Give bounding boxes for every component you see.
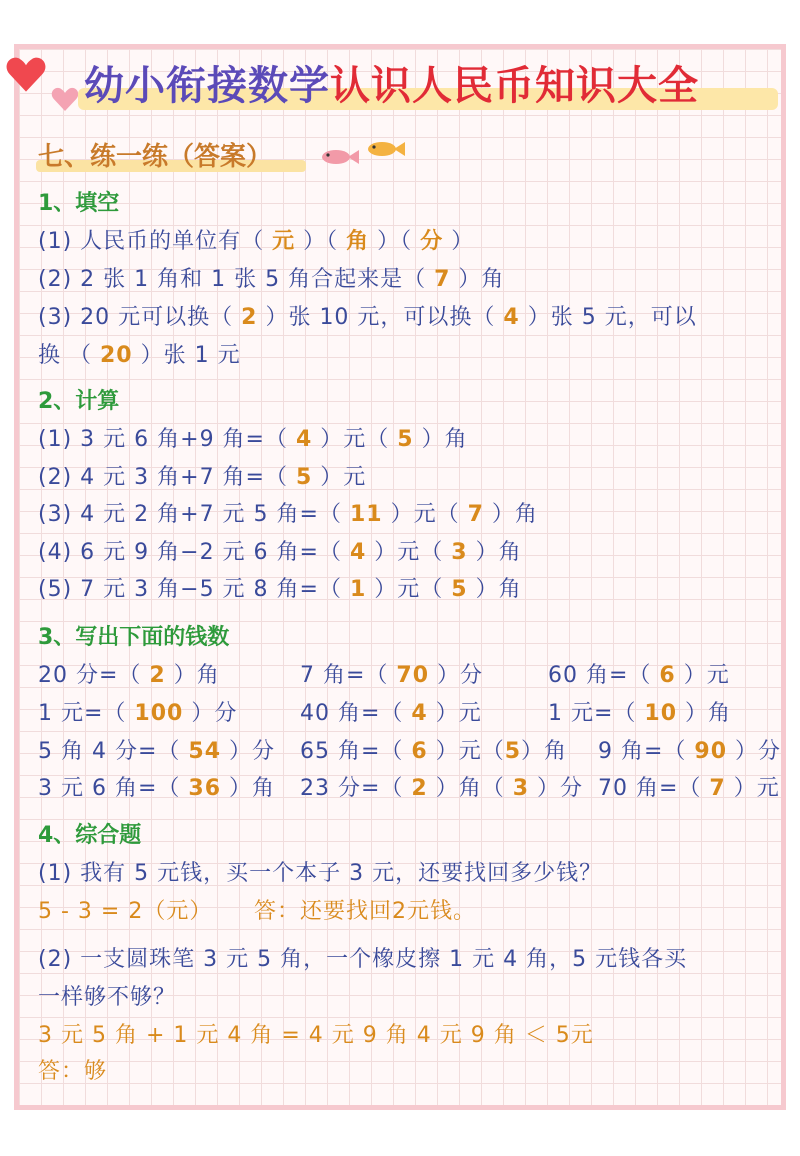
section-title-fill: 1、填空 <box>38 191 120 216</box>
heart-icon <box>50 84 80 114</box>
question-line: (5) 7 元 3 角−5 元 8 角=（ 1 ）元（ 5 ）角 <box>38 577 522 602</box>
section-title-calc: 2、计算 <box>38 389 120 414</box>
question-line: (1) 我有 5 元钱，买一个本子 3 元，还要找回多少钱？ <box>38 861 603 886</box>
question-line: (2) 2 张 1 角和 1 张 5 角合起来是（ 7 ）角 <box>38 267 505 292</box>
answer-item: 9 角=（ 90 ）分 <box>598 739 782 764</box>
fish-icon <box>364 138 406 160</box>
fish-icon <box>318 146 360 168</box>
question-line: (1) 人民币的单位有（ 元 ）（ 角 ）（ 分 ） <box>38 229 475 254</box>
question-line: 一样够不够？ <box>38 985 177 1010</box>
answer-item: 60 角=（ 6 ）元 <box>548 663 730 688</box>
question-line: 换 （ 20 ）张 1 元 <box>38 343 241 368</box>
question-line: (1) 3 元 6 角+9 角=（ 4 ）元（ 5 ）角 <box>38 427 468 452</box>
answer-item: 1 元=（ 10 ）角 <box>548 701 732 726</box>
heart-icon <box>4 52 48 96</box>
question-line: (3) 4 元 2 角+7 元 5 角=（ 11 ）元（ 7 ）角 <box>38 502 538 527</box>
answer-item: 40 角=（ 4 ）元 <box>300 701 482 726</box>
question-line: (3) 20 元可以换（ 2 ）张 10 元，可以换（ 4 ）张 5 元，可以 <box>38 305 697 330</box>
answer-line: 答：够 <box>38 1059 108 1084</box>
section-title-money: 3、写出下面的钱数 <box>38 625 230 650</box>
section-title-combined: 4、综合题 <box>38 823 142 848</box>
page-title <box>84 54 699 111</box>
answer-item: 70 角=（ 7 ）元 <box>598 776 780 801</box>
question-line: (2) 4 元 3 角+7 角=（ 5 ）元 <box>38 465 367 490</box>
answer-item: 23 分=（ 2 ）角（ 3 ）分 <box>300 776 584 801</box>
formula-line: 5 - 3 = 2（元） <box>38 899 213 924</box>
answer-item: 65 角=（ 6 ）元（5）角 <box>300 739 568 764</box>
answer-item: 20 分=（ 2 ）角 <box>38 663 220 688</box>
title-part2: 认识人民币知识大全 <box>330 63 699 109</box>
title-part1: 幼小衔接数学 <box>84 63 330 109</box>
answer-line: 答：还要找回2元钱。 <box>254 899 476 924</box>
answer-item: 5 角 4 分=（ 54 ）分 <box>38 739 276 764</box>
question-line: (4) 6 元 9 角−2 元 6 角=（ 4 ）元（ 3 ）角 <box>38 540 522 565</box>
answer-item: 7 角=（ 70 ）分 <box>300 663 484 688</box>
answer-item: 1 元=（ 100 ）分 <box>38 701 238 726</box>
subtitle: 七、练一练（答案） <box>38 142 273 172</box>
formula-line: 3 元 5 角 + 1 元 4 角 = 4 元 9 角 4 元 9 角 ＜ 5元 <box>38 1023 594 1048</box>
answer-item: 3 元 6 角=（ 36 ）角 <box>38 776 276 801</box>
question-line: (2) 一支圆珠笔 3 元 5 角，一个橡皮擦 1 元 4 角，5 元钱各买 <box>38 947 688 972</box>
